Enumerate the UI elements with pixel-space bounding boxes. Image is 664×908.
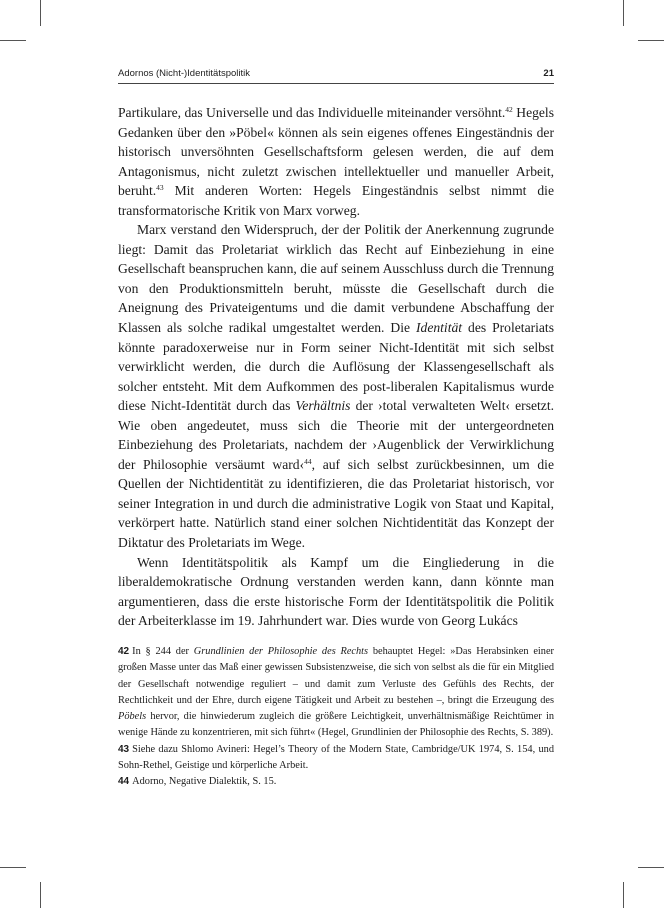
- footnote: [118, 742, 554, 775]
- text: Hegels Gedanken über den »Pöbel« können als sein eigenes offenes Eingeständnis der historisch unversöhnten Gesellschaftsform gelesen werden, die auf dem Antagonismus, nicht zuletzt zwischen intellektueller und manueller Arbeit, beruht.: [118, 105, 554, 199]
- footnote: [118, 644, 554, 742]
- text: Wenn Identitätspolitik als Kampf um die Eingliederung in die liberaldemokratische Ordnung verstanden werden kann, dann könnte man argumentieren, dass die erste historische Form der Identitätspolitik die Politik der Arbeiterklasse im 19. Jahrhundert war. Dies wurde von Georg Lukács: [118, 554, 554, 629]
- emphasis: Grundlinien der Philosophie des Rechts: [193, 646, 369, 657]
- crop-mark: [40, 0, 41, 26]
- emphasis: Identität: [416, 320, 463, 336]
- text: der ›total verwalteten Welt‹ ersetzt. Wie oben angedeutet, muss sich die Theorie mit der untergeordneten Einbeziehung des Proletariats, nachdem der ›Augenblick der Verwirklichung der Philosophie versäumt ward‹: [118, 398, 555, 472]
- crop-mark: [0, 867, 26, 868]
- paragraph: [118, 220, 554, 552]
- paragraph: [118, 103, 554, 220]
- text: Adorno, Negative Dialektik, S. 15.: [132, 776, 277, 788]
- main-text: [118, 103, 554, 631]
- text: hervor, die hinwiederum zugleich die größere Leichtigkeit, unverhältnismäßige Reichtümer in wenige Hände zu konzentrieren, mit sich führt« (Hegel, Grundlinien der Philosophie des Rechts, S. 389).: [118, 711, 554, 739]
- text: In § 244 der: [132, 646, 194, 657]
- footnote-ref[interactable]: 43: [156, 183, 164, 193]
- running-header: [118, 68, 554, 79]
- emphasis: Verhältnis: [295, 398, 351, 414]
- crop-mark: [0, 40, 26, 41]
- crop-mark: [638, 40, 664, 41]
- paragraph: [118, 553, 554, 631]
- header-rule: [118, 83, 554, 84]
- crop-mark: [638, 867, 664, 868]
- text: , auf sich selbst zurückbesinnen, um die Quellen der Nichtidentität zu identifizieren, die das Proletariat historisch, vor seiner Integration in und durch die administrative Logik von Staat und Kapital, verkörpert hatte. Natürlich stand einer solchen Nichtidentität das Konzept der Diktatur des Proletariats im Wege.: [118, 456, 554, 551]
- text: Siehe dazu Shlomo Avineri: Hegel’s Theory of the Modern State, Cambridge/UK 1974, S. 154, und Sohn-Rethel, Geistige und körperliche Arbeit.: [118, 743, 554, 772]
- text: Partikulare, das Universelle und das Individuelle miteinander versöhnt.: [118, 105, 506, 120]
- text: des Proletariats könnte paradoxerweise nur in Form seiner Nicht-Identität mit sich selbst verwirklicht werden, die durch die Auflösung der Klassengesellschaft als solcher entsteht. Mit dem Aufkommen des post-liberalen Kapitalismus wurde diese Nicht-Identität durch das: [118, 320, 555, 414]
- running-title: Adornos (Nicht-)Identitätspolitik: [118, 68, 250, 79]
- text: Mit anderen Worten: Hegels Eingeständnis selbst nimmt die transformatorische Kritik von Marx vorweg.: [118, 183, 554, 218]
- footnote-ref[interactable]: 42: [505, 105, 513, 114]
- footnote-number: 44: [118, 776, 130, 788]
- footnote: [118, 774, 554, 790]
- page-number: 21: [543, 68, 554, 79]
- crop-mark: [623, 882, 624, 908]
- text: Marx verstand den Widerspruch, der der Politik der Anerkennung zugrunde liegt: Damit das Proletariat wirklich das Recht auf Einbeziehung in eine Gesellschaft beanspruchen kann, die auf seinem Ausschluss durch die Trennung von den Produktionsmitteln beruht, müsste die Gesellschaft durch die Aneignung des Privateigentums und die damit verbundene Abschaffung der Klassen als solche radikal umgestaltet werden. Die: [118, 222, 554, 336]
- footnote-number: 42: [118, 646, 130, 657]
- crop-mark: [40, 882, 41, 908]
- footnote-number: 43: [118, 743, 130, 755]
- emphasis: Pöbels: [118, 711, 147, 723]
- footnotes: [118, 644, 554, 791]
- footnote-ref[interactable]: 44: [304, 456, 312, 466]
- crop-mark: [623, 0, 624, 26]
- text: behauptet Hegel: »Das Herabsinken einer großen Masse unter das Maß einer gewissen Subsistenzweise, die sich von selbst als die für ein Mitglied der Gesellschaft notwendige reguliert – und damit zum Verluste des Gefühls des Rechts, der Rechtlichkeit und der Ehre, durch eigene Tätigkeit und Arbeit zu bestehen –, bringt die Erzeugung des: [118, 646, 554, 706]
